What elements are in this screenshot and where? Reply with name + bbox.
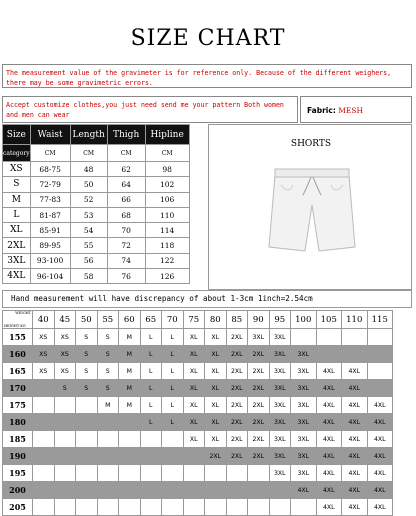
size-recommendation: 4XL <box>367 482 393 499</box>
page-title: SIZE CHART <box>130 26 286 51</box>
weight-header: 100 <box>291 311 317 329</box>
size-value: 55 <box>70 238 107 253</box>
size-value: 77-83 <box>30 192 70 207</box>
size-value: 98 <box>145 162 189 177</box>
size-recommendation: S <box>97 363 119 380</box>
size-value: 126 <box>145 269 189 284</box>
size-recommendation <box>119 431 141 448</box>
size-recommendation: XS <box>54 329 76 346</box>
corner-weight-label: WEIGHT <box>15 311 31 315</box>
unit-cm: CM <box>107 145 145 162</box>
size-recommendation <box>367 363 393 380</box>
unit-cm: CM <box>30 145 70 162</box>
weight-header: 40 <box>33 311 55 329</box>
weight-header: 115 <box>367 311 393 329</box>
size-recommendation: 2XL <box>248 380 270 397</box>
size-table-header <box>3 125 190 145</box>
size-recommendation <box>76 414 98 431</box>
height-row <box>3 482 393 499</box>
size-row <box>3 207 190 222</box>
size-recommendation: 3XL <box>269 397 291 414</box>
height-label: 170 <box>3 380 33 397</box>
size-recommendation <box>76 431 98 448</box>
height-row <box>3 397 393 414</box>
size-row <box>3 223 190 238</box>
weight-header: 90 <box>248 311 270 329</box>
height-label: 155 <box>3 329 33 346</box>
size-recommendation: S <box>97 380 119 397</box>
height-label: 180 <box>3 414 33 431</box>
weight-header: 65 <box>140 311 162 329</box>
size-label: L <box>3 207 31 222</box>
size-recommendation <box>33 397 55 414</box>
size-value: 89-95 <box>30 238 70 253</box>
size-value: 118 <box>145 238 189 253</box>
shorts-title: SHORTS <box>290 139 332 149</box>
size-recommendation <box>367 346 393 363</box>
size-recommendation <box>205 465 227 482</box>
size-value: 114 <box>145 223 189 238</box>
size-recommendation: 3XL <box>269 465 291 482</box>
height-row <box>3 363 393 380</box>
size-value: 52 <box>70 192 107 207</box>
size-recommendation: L <box>162 346 184 363</box>
size-recommendation: 2XL <box>226 329 248 346</box>
size-recommendation: 4XL <box>367 465 393 482</box>
size-recommendation: 3XL <box>291 448 317 465</box>
size-recommendation: XL <box>205 329 227 346</box>
weight-header: 85 <box>226 311 248 329</box>
weight-height-table <box>2 310 393 516</box>
size-recommendation: L <box>162 329 184 346</box>
weight-header: 70 <box>162 311 184 329</box>
size-table <box>2 124 190 284</box>
size-recommendation: 4XL <box>316 397 342 414</box>
height-label: 190 <box>3 448 33 465</box>
size-recommendation <box>76 397 98 414</box>
shorts-image <box>267 165 357 260</box>
size-row <box>3 177 190 192</box>
size-recommendation <box>367 380 393 397</box>
size-recommendation: XL <box>183 397 205 414</box>
size-value: 48 <box>70 162 107 177</box>
weight-header: 45 <box>54 311 76 329</box>
size-recommendation: 4XL <box>367 431 393 448</box>
size-recommendation <box>226 482 248 499</box>
height-label: 185 <box>3 431 33 448</box>
size-recommendation: L <box>140 346 162 363</box>
size-recommendation: S <box>76 380 98 397</box>
size-recommendation: XS <box>54 363 76 380</box>
size-recommendation <box>162 482 184 499</box>
weight-header: 80 <box>205 311 227 329</box>
size-recommendation: S <box>76 363 98 380</box>
size-recommendation: 4XL <box>316 380 342 397</box>
size-recommendation: 4XL <box>291 482 317 499</box>
size-value: 106 <box>145 192 189 207</box>
height-label: 165 <box>3 363 33 380</box>
unit-cm: CM <box>145 145 189 162</box>
height-row <box>3 448 393 465</box>
size-recommendation <box>140 431 162 448</box>
unit-cm: CM <box>70 145 107 162</box>
size-recommendation: 3XL <box>291 465 317 482</box>
size-recommendation <box>76 465 98 482</box>
size-recommendation: 2XL <box>226 431 248 448</box>
size-recommendation: XL <box>183 363 205 380</box>
size-row <box>3 238 190 253</box>
size-recommendation: M <box>97 397 119 414</box>
size-recommendation: XL <box>205 363 227 380</box>
size-recommendation: S <box>97 329 119 346</box>
size-recommendation <box>316 346 342 363</box>
size-recommendation <box>97 482 119 499</box>
weight-header: 55 <box>97 311 119 329</box>
size-row <box>3 192 190 207</box>
size-value: 66 <box>107 192 145 207</box>
size-recommendation: 2XL <box>248 363 270 380</box>
size-recommendation <box>248 499 270 516</box>
height-label: 160 <box>3 346 33 363</box>
size-recommendation: M <box>119 363 141 380</box>
size-recommendation <box>183 465 205 482</box>
size-recommendation <box>226 499 248 516</box>
size-table-units <box>3 145 190 162</box>
size-recommendation: 2XL <box>226 414 248 431</box>
size-recommendation: 3XL <box>269 329 291 346</box>
height-row <box>3 414 393 431</box>
size-recommendation: S <box>54 380 76 397</box>
size-recommendation: XS <box>33 363 55 380</box>
size-recommendation <box>119 499 141 516</box>
size-recommendation <box>33 499 55 516</box>
size-recommendation <box>291 499 317 516</box>
size-value: 74 <box>107 253 145 268</box>
size-recommendation <box>162 448 184 465</box>
size-recommendation: 2XL <box>226 397 248 414</box>
size-recommendation: 4XL <box>342 414 368 431</box>
size-recommendation: 2XL <box>248 346 270 363</box>
size-recommendation: XL <box>183 380 205 397</box>
size-recommendation <box>33 465 55 482</box>
size-recommendation: 4XL <box>316 431 342 448</box>
size-recommendation: 3XL <box>291 397 317 414</box>
size-recommendation <box>291 329 317 346</box>
size-recommendation: 2XL <box>226 346 248 363</box>
header-size: Size <box>3 125 31 145</box>
size-recommendation: L <box>140 363 162 380</box>
size-value: 81-87 <box>30 207 70 222</box>
fabric-label: Fabric: <box>307 106 336 115</box>
weight-header: 60 <box>119 311 141 329</box>
size-recommendation <box>76 482 98 499</box>
size-recommendation: L <box>162 380 184 397</box>
size-recommendation <box>33 431 55 448</box>
size-recommendation: XL <box>183 329 205 346</box>
size-recommendation: L <box>140 414 162 431</box>
size-recommendation: 4XL <box>316 465 342 482</box>
size-recommendation: 4XL <box>367 448 393 465</box>
size-recommendation <box>33 448 55 465</box>
size-label: 3XL <box>3 253 31 268</box>
size-recommendation <box>33 414 55 431</box>
size-recommendation: 2XL <box>226 363 248 380</box>
header-thigh: Thigh <box>107 125 145 145</box>
size-recommendation: 4XL <box>342 465 368 482</box>
size-recommendation <box>97 465 119 482</box>
size-recommendation: L <box>140 397 162 414</box>
size-label: S <box>3 177 31 192</box>
size-recommendation: 3XL <box>269 346 291 363</box>
size-recommendation: 3XL <box>291 363 317 380</box>
size-recommendation <box>54 431 76 448</box>
size-recommendation <box>119 448 141 465</box>
size-recommendation: 2XL <box>226 448 248 465</box>
size-row <box>3 162 190 177</box>
height-row <box>3 465 393 482</box>
size-recommendation: S <box>76 329 98 346</box>
size-recommendation: 4XL <box>316 448 342 465</box>
size-recommendation: L <box>162 363 184 380</box>
size-recommendation <box>183 499 205 516</box>
size-recommendation <box>140 465 162 482</box>
corner-height-label: HEIGHT KG <box>4 324 26 328</box>
size-recommendation: 4XL <box>367 397 393 414</box>
size-recommendation: 3XL <box>291 346 317 363</box>
size-recommendation <box>54 414 76 431</box>
size-value: 68 <box>107 207 145 222</box>
size-recommendation <box>140 482 162 499</box>
size-recommendation: S <box>97 346 119 363</box>
size-recommendation <box>97 448 119 465</box>
size-value: 70 <box>107 223 145 238</box>
size-recommendation <box>162 499 184 516</box>
weight-header: 110 <box>342 311 368 329</box>
size-recommendation: 3XL <box>269 431 291 448</box>
size-recommendation <box>205 499 227 516</box>
size-row <box>3 269 190 284</box>
size-recommendation: 3XL <box>291 414 317 431</box>
size-recommendation: 2XL <box>248 431 270 448</box>
size-recommendation <box>269 499 291 516</box>
height-label: 195 <box>3 465 33 482</box>
size-value: 93-100 <box>30 253 70 268</box>
height-row <box>3 499 393 516</box>
height-label: 200 <box>3 482 33 499</box>
weight-header: 105 <box>316 311 342 329</box>
size-recommendation: XL <box>183 431 205 448</box>
size-value: 72-79 <box>30 177 70 192</box>
size-recommendation: M <box>119 397 141 414</box>
size-value: 54 <box>70 223 107 238</box>
size-recommendation <box>54 499 76 516</box>
unit-category: category <box>3 145 31 162</box>
size-value: 68-75 <box>30 162 70 177</box>
header-waist: Waist <box>30 125 70 145</box>
size-recommendation <box>162 465 184 482</box>
size-value: 72 <box>107 238 145 253</box>
size-value: 62 <box>107 162 145 177</box>
size-recommendation: 3XL <box>269 380 291 397</box>
size-recommendation <box>183 448 205 465</box>
size-recommendation: 3XL <box>291 380 317 397</box>
size-recommendation: 4XL <box>316 414 342 431</box>
height-row <box>3 380 393 397</box>
size-recommendation <box>248 465 270 482</box>
weight-header: 95 <box>269 311 291 329</box>
size-recommendation: 4XL <box>342 397 368 414</box>
size-recommendation <box>33 482 55 499</box>
size-recommendation: 4XL <box>342 499 368 516</box>
size-recommendation: 2XL <box>226 380 248 397</box>
size-value: 64 <box>107 177 145 192</box>
size-recommendation <box>119 482 141 499</box>
size-value: 102 <box>145 177 189 192</box>
header-hipline: Hipline <box>145 125 189 145</box>
size-recommendation: 4XL <box>316 499 342 516</box>
size-recommendation: XL <box>205 414 227 431</box>
size-value: 58 <box>70 269 107 284</box>
size-recommendation: S <box>76 346 98 363</box>
size-recommendation: 2XL <box>205 448 227 465</box>
size-recommendation: XS <box>33 329 55 346</box>
size-recommendation <box>33 380 55 397</box>
size-recommendation: 2XL <box>248 414 270 431</box>
size-recommendation: L <box>140 329 162 346</box>
size-recommendation: M <box>119 380 141 397</box>
size-recommendation <box>162 431 184 448</box>
height-row <box>3 431 393 448</box>
size-label: M <box>3 192 31 207</box>
size-recommendation: M <box>119 346 141 363</box>
size-recommendation <box>97 431 119 448</box>
header-length: Length <box>70 125 107 145</box>
fabric-info <box>300 96 412 123</box>
weight-header: 75 <box>183 311 205 329</box>
size-row <box>3 253 190 268</box>
size-recommendation: XS <box>33 346 55 363</box>
size-recommendation <box>316 329 342 346</box>
size-label: XS <box>3 162 31 177</box>
size-recommendation: 4XL <box>342 380 368 397</box>
size-recommendation <box>97 499 119 516</box>
size-recommendation: XL <box>183 346 205 363</box>
height-label: 205 <box>3 499 33 516</box>
size-value: 96-104 <box>30 269 70 284</box>
size-label: 2XL <box>3 238 31 253</box>
size-recommendation: XS <box>54 346 76 363</box>
size-recommendation <box>226 465 248 482</box>
size-recommendation <box>76 499 98 516</box>
size-recommendation <box>367 329 393 346</box>
customize-notice: Accept customize clothes,you just need send me your pattern Both women and men can wear <box>2 96 298 123</box>
weight-header: 50 <box>76 311 98 329</box>
size-value: 85-91 <box>30 223 70 238</box>
size-recommendation: L <box>162 397 184 414</box>
height-label: 175 <box>3 397 33 414</box>
size-value: 53 <box>70 207 107 222</box>
size-recommendation: 4XL <box>342 431 368 448</box>
measurement-notice: The measurement value of the gravimeter is for reference only. Because of the different weighers, there may be some gravimetric errors. <box>2 64 412 88</box>
size-recommendation <box>54 482 76 499</box>
size-value: 122 <box>145 253 189 268</box>
size-recommendation <box>342 329 368 346</box>
size-value: 110 <box>145 207 189 222</box>
weight-header-row <box>3 311 393 329</box>
fabric-value: MESH <box>338 106 364 115</box>
height-row <box>3 329 393 346</box>
size-value: 76 <box>107 269 145 284</box>
size-recommendation: L <box>162 414 184 431</box>
size-recommendation: XL <box>183 414 205 431</box>
size-recommendation <box>76 448 98 465</box>
corner-cell <box>3 311 33 329</box>
size-recommendation <box>54 397 76 414</box>
size-recommendation <box>248 482 270 499</box>
size-recommendation: 4XL <box>342 448 368 465</box>
size-recommendation <box>140 448 162 465</box>
size-recommendation: 4XL <box>367 414 393 431</box>
size-recommendation: M <box>119 329 141 346</box>
size-recommendation <box>97 414 119 431</box>
size-value: 50 <box>70 177 107 192</box>
size-recommendation <box>119 414 141 431</box>
size-label: 4XL <box>3 269 31 284</box>
size-recommendation <box>119 465 141 482</box>
size-recommendation: 3XL <box>248 329 270 346</box>
size-recommendation: L <box>140 380 162 397</box>
discrepancy-note: Hand measurement will have discrepancy of about 1-3cm 1inch=2.54cm <box>2 290 412 308</box>
size-recommendation: XL <box>205 346 227 363</box>
size-recommendation <box>269 482 291 499</box>
size-recommendation: 4XL <box>367 499 393 516</box>
size-recommendation <box>205 482 227 499</box>
size-value: 56 <box>70 253 107 268</box>
size-recommendation: 3XL <box>269 363 291 380</box>
height-row <box>3 346 393 363</box>
size-recommendation: 3XL <box>269 448 291 465</box>
size-recommendation <box>54 465 76 482</box>
size-recommendation <box>183 482 205 499</box>
size-recommendation: 3XL <box>291 431 317 448</box>
size-recommendation: XL <box>205 431 227 448</box>
size-recommendation: 3XL <box>269 414 291 431</box>
size-label: XL <box>3 223 31 238</box>
size-recommendation <box>54 448 76 465</box>
size-recommendation: XL <box>205 380 227 397</box>
size-recommendation <box>140 499 162 516</box>
size-recommendation: XL <box>205 397 227 414</box>
size-recommendation: 4XL <box>316 482 342 499</box>
size-recommendation: 4XL <box>342 363 368 380</box>
size-recommendation: 4XL <box>316 363 342 380</box>
shorts-panel <box>208 124 412 290</box>
size-recommendation: 2XL <box>248 448 270 465</box>
size-recommendation: 4XL <box>342 482 368 499</box>
size-recommendation: 2XL <box>248 397 270 414</box>
size-recommendation <box>342 346 368 363</box>
